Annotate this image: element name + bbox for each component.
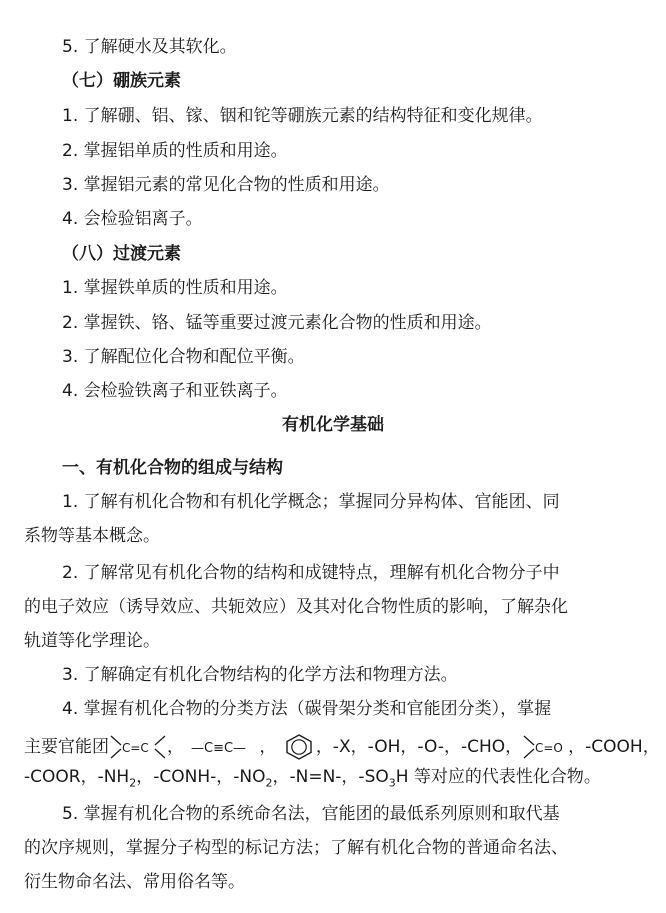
paragraph-line: 衍生物命名法、常用俗名等。 xyxy=(24,872,245,892)
paragraph-line: 1. 了解有机化合物和有机化学概念；掌握同分异构体、官能团、同 xyxy=(62,492,560,512)
text-segment: H 等对应的代表性化合物。 xyxy=(395,767,601,787)
text-segment: ，-COOH， xyxy=(568,737,660,757)
paragraph-line: 3. 了解确定有机化合物结构的化学方法和物理方法。 xyxy=(62,665,458,685)
subscript: 2 xyxy=(265,776,273,790)
carbonyl-structure-label: C=O xyxy=(535,741,564,755)
section-heading-boron: （七）硼族元素 xyxy=(62,71,181,91)
section-heading-organic: 一、有机化合物的组成与结构 xyxy=(62,458,283,478)
paragraph-line: 系物等基本概念。 xyxy=(24,526,160,546)
paragraph-line: 的电子效应（诱导效应、共轭效应）及其对化合物性质的影响，了解杂化 xyxy=(24,597,568,617)
alkyne-structure-label: —C≡C— xyxy=(191,741,247,756)
benzene-ring-icon xyxy=(282,732,316,762)
paragraph-line: 轨道等化学理论。 xyxy=(24,631,160,651)
list-item: 2. 掌握铁、铬、锰等重要过渡元素化合物的性质和用途。 xyxy=(62,313,492,333)
page-title: 有机化学基础 xyxy=(282,415,384,435)
text-segment: ，-X，-OH，-O-，-CHO， xyxy=(315,737,523,757)
text-segment: ，-N=N-，-SO xyxy=(272,767,389,787)
carbonyl-structure-icon xyxy=(522,732,568,762)
list-item: 1. 掌握铁单质的性质和用途。 xyxy=(62,278,288,298)
list-item: 2. 掌握铝单质的性质和用途。 xyxy=(62,141,288,161)
alkene-structure-label: C=C xyxy=(122,741,149,755)
paragraph-line-representative-groups xyxy=(24,766,601,788)
paragraph-line: 4. 掌握有机化合物的分类方法（碳骨架分类和官能团分类），掌握 xyxy=(62,699,552,719)
paragraph-line: 的次序规则，掌握分子构型的标记方法；了解有机化合物的普通命名法、 xyxy=(24,838,568,858)
list-item: 4. 会检验铝离子。 xyxy=(62,209,203,229)
text-segment: -COOR，-NH xyxy=(24,767,130,787)
list-item: 3. 了解配位化合物和配位平衡。 xyxy=(62,347,305,367)
paragraph-line: 5. 掌握有机化合物的系统命名法，官能团的最低系列原则和取代基 xyxy=(62,804,560,824)
list-item: 3. 掌握铝元素的常见化合物的性质和用途。 xyxy=(62,175,390,195)
list-item: 4. 会检验铁离子和亚铁离子。 xyxy=(62,381,288,401)
alkene-structure-icon xyxy=(109,732,167,762)
list-item: 1. 了解硼、铝、镓、铟和铊等硼族元素的结构特征和变化规律。 xyxy=(62,106,543,126)
alkyne-structure-icon xyxy=(189,735,259,759)
paragraph-line-functional-groups xyxy=(24,732,660,762)
subscript: 2 xyxy=(129,776,137,790)
text-segment: ，-CONH-，-NO xyxy=(136,767,266,787)
text-segment: 主要官能团 xyxy=(24,737,109,757)
text-segment: ， xyxy=(167,737,184,757)
text-segment: ， xyxy=(259,737,277,757)
list-item: 5. 了解硬水及其软化。 xyxy=(62,37,237,57)
section-heading-transition: （八）过渡元素 xyxy=(62,244,181,264)
subscript: 3 xyxy=(388,776,396,790)
paragraph-line: 2. 了解常见有机化合物的结构和成键特点，理解有机化合物分子中 xyxy=(62,563,560,583)
